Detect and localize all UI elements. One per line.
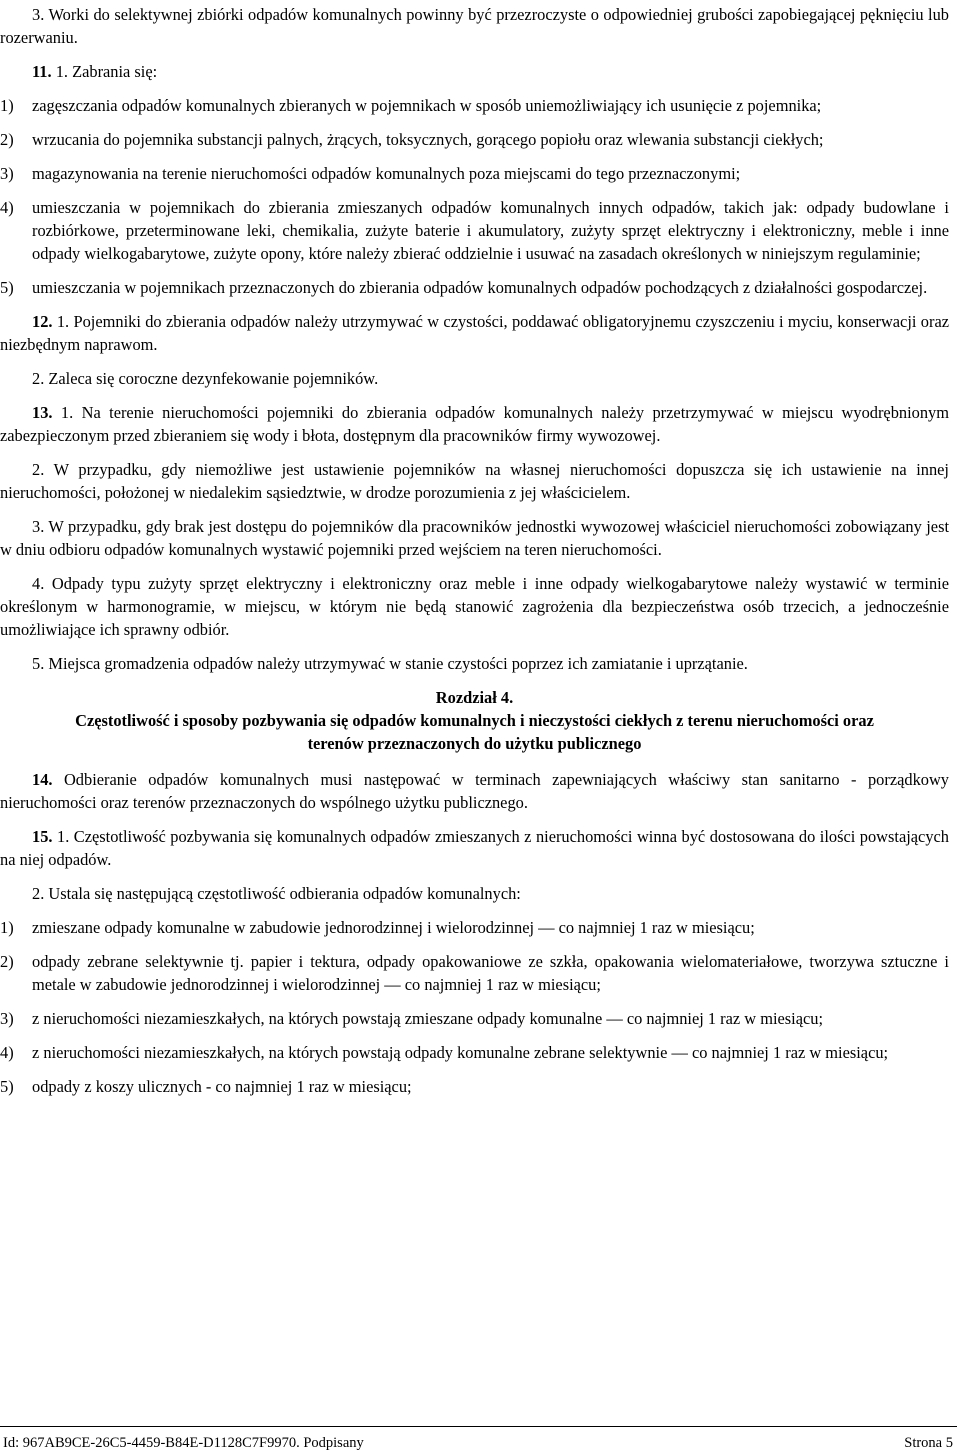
list-item-text: zmieszane odpady komunalne w zabudowie jednorodzinnej i wielorodzinnej — co najmniej 1 raz w miesiącu; [32,918,755,937]
section-13-paragraph-3: 3. W przypadku, gdy brak jest dostępu do pojemników dla pracowników jednostki wywozowej właściciel nieruchomości zobowiązany jest w dniu odbioru odpadów komunalnych wystawić pojemniki przed wejściem na teren nieruchomości. [0,517,949,559]
list-item [0,950,949,996]
list-item [0,916,949,939]
list-item-number: 5) [0,1077,14,1096]
list-item-text: odpady z koszy ulicznych - co najmniej 1 raz w miesiącu; [32,1077,412,1096]
list-item-number: 2) [0,952,14,971]
section-15-paragraph-2: 2. Ustala się następującą częstotliwość odbierania odpadów komunalnych: [32,884,521,903]
section-11-heading [0,60,949,83]
section-number: 13. [32,403,53,422]
list-item [0,276,949,299]
list-item-number: 5) [0,278,14,297]
list-item-number: 3) [0,1009,14,1028]
list-item-text: zagęszczania odpadów komunalnych zbieranych w pojemnikach w sposób uniemożliwiający ich usunięcie z pojemnika; [32,96,822,115]
section-15-paragraph-1 [0,825,949,871]
list-item [0,1075,949,1098]
section-text: 1. Na terenie nieruchomości pojemniki do zbierania odpadów komunalnych należy przetrzymywać w miejscu wyodrębnionym zabezpieczonym przed zbieraniem się wody i błota, dostępnym dla pracowników firmy wywozowej. [0,403,949,445]
section-13-paragraph-5: 5. Miejsca gromadzenia odpadów należy utrzymywać w stanie czystości poprzez ich zamiatanie i uprzątanie. [32,654,748,673]
page-number: Strona 5 [904,1435,953,1451]
list-item [0,128,949,151]
list-item-number: 2) [0,130,14,149]
section-12-paragraph-2: 2. Zaleca się coroczne dezynfekowanie pojemników. [32,369,379,388]
chapter-heading [0,686,949,755]
section-text: 1. Zabrania się: [51,62,158,81]
footer-divider [0,1426,957,1427]
section-number: 14. [32,770,53,789]
chapter-subtitle: Częstotliwość i sposoby pozbywania się odpadów komunalnych i nieczystości ciekłych z terenu nieruchomości oraz terenów przeznaczonych do użytku publicznego [75,711,874,753]
list-item-number: 1) [0,96,14,115]
list-item-number: 4) [0,198,14,217]
document-id: Id: 967AB9CE-26C5-4459-B84E-D1128C7F9970. Podpisany [3,1435,364,1451]
list-item-number: 4) [0,1043,14,1062]
list-item-number: 3) [0,164,14,183]
list-item-text: odpady zebrane selektywnie tj. papier i tektura, odpady opakowaniowe ze szkła, opakowania wielomateriałowe, tworzywa sztuczne i metale w zabudowie jednorodzinnej i wielorodzinnej — co najmniej 1 raz w miesiącu; [32,952,949,994]
section-number: 12. [32,312,53,331]
list-item-text: umieszczania w pojemnikach przeznaczonych do zbierania odpadów komunalnych odpadów pochodzących z działalności gospodarczej. [32,278,928,297]
list-item [0,162,949,185]
list-item [0,1007,949,1030]
section-number: 15. [32,827,53,846]
frequency-list [0,916,949,1098]
section-13-paragraph-4: 4. Odpady typu zużyty sprzęt elektryczny i elektroniczny oraz meble i inne odpady wielkogabarytowe należy wystawić w terminie określonym w harmonogramie, w miejscu, w którym nie będą stanowić zagrożenia dla bezpieczeństwa osób trzecich, a jednocześnie umożliwiające ich sprawny odbiór. [0,574,949,639]
list-item-text: wrzucania do pojemnika substancji palnych, żrących, toksycznych, gorącego popiołu oraz wlewania substancji ciekłych; [32,130,824,149]
section-text: 1. Pojemniki do zbierania odpadów należy utrzymywać w czystości, poddawać obligatoryjnemu czyszczeniu i myciu, konserwacji oraz niezbędnym naprawom. [0,312,949,354]
list-item-text: magazynowania na terenie nieruchomości odpadów komunalnych poza miejscami do tego przeznaczonymi; [32,164,741,183]
document-body [0,3,949,1109]
section-number: 11. [32,62,52,81]
prohibitions-list [0,94,949,299]
list-item [0,1041,949,1064]
list-item-text: umieszczania w pojemnikach do zbierania zmieszanych odpadów komunalnych innych odpadów, takich jak: odpady budowlane i rozbiórkowe, przeterminowane leki, chemikalia, zużyte baterie i akumulatory, zużyty sprzęt elektryczny i elektroniczny, meble i inne odpady wielkogabarytowe, zużyte opony, które należy zbierać oddzielnie i usuwać na zasadach określonych w niniejszym regulaminie; [32,198,949,263]
section-text: Odbieranie odpadów komunalnych musi następować w terminach zapewniających właściwy stan sanitarno - porządkowy nieruchomości oraz terenów przeznaczonych do wspólnego użytku publicznego. [0,770,949,812]
section-13-paragraph-1 [0,401,949,447]
section-text: 1. Częstotliwość pozbywania się komunalnych odpadów zmieszanych z nieruchomości winna być dostosowana do ilości powstających na niej odpadów. [0,827,949,869]
list-item [0,196,949,265]
chapter-title: Rozdział 4. [435,688,514,707]
list-item-number: 1) [0,918,14,937]
list-item-text: z nieruchomości niezamieszkałych, na których powstają zmieszane odpady komunalne — co najmniej 1 raz w miesiącu; [32,1009,824,1028]
list-item [0,94,949,117]
section-13-paragraph-2: 2. W przypadku, gdy niemożliwe jest ustawienie pojemników na własnej nieruchomości dopuszcza się ich ustawienie na innej nieruchomości, położonej w niedalekim sąsiedztwie, w drodze porozumienia z jej właścicielem. [0,460,949,502]
section-14-paragraph [0,768,949,814]
list-item-text: z nieruchomości niezamieszkałych, na których powstają odpady komunalne zebrane selektywnie — co najmniej 1 raz w miesiącu; [32,1043,889,1062]
section-12-paragraph-1 [0,310,949,356]
paragraph-11-3: 3. Worki do selektywnej zbiórki odpadów komunalnych powinny być przezroczyste o odpowiedniej grubości zapobiegającej pęknięciu lub rozerwaniu. [0,5,949,47]
